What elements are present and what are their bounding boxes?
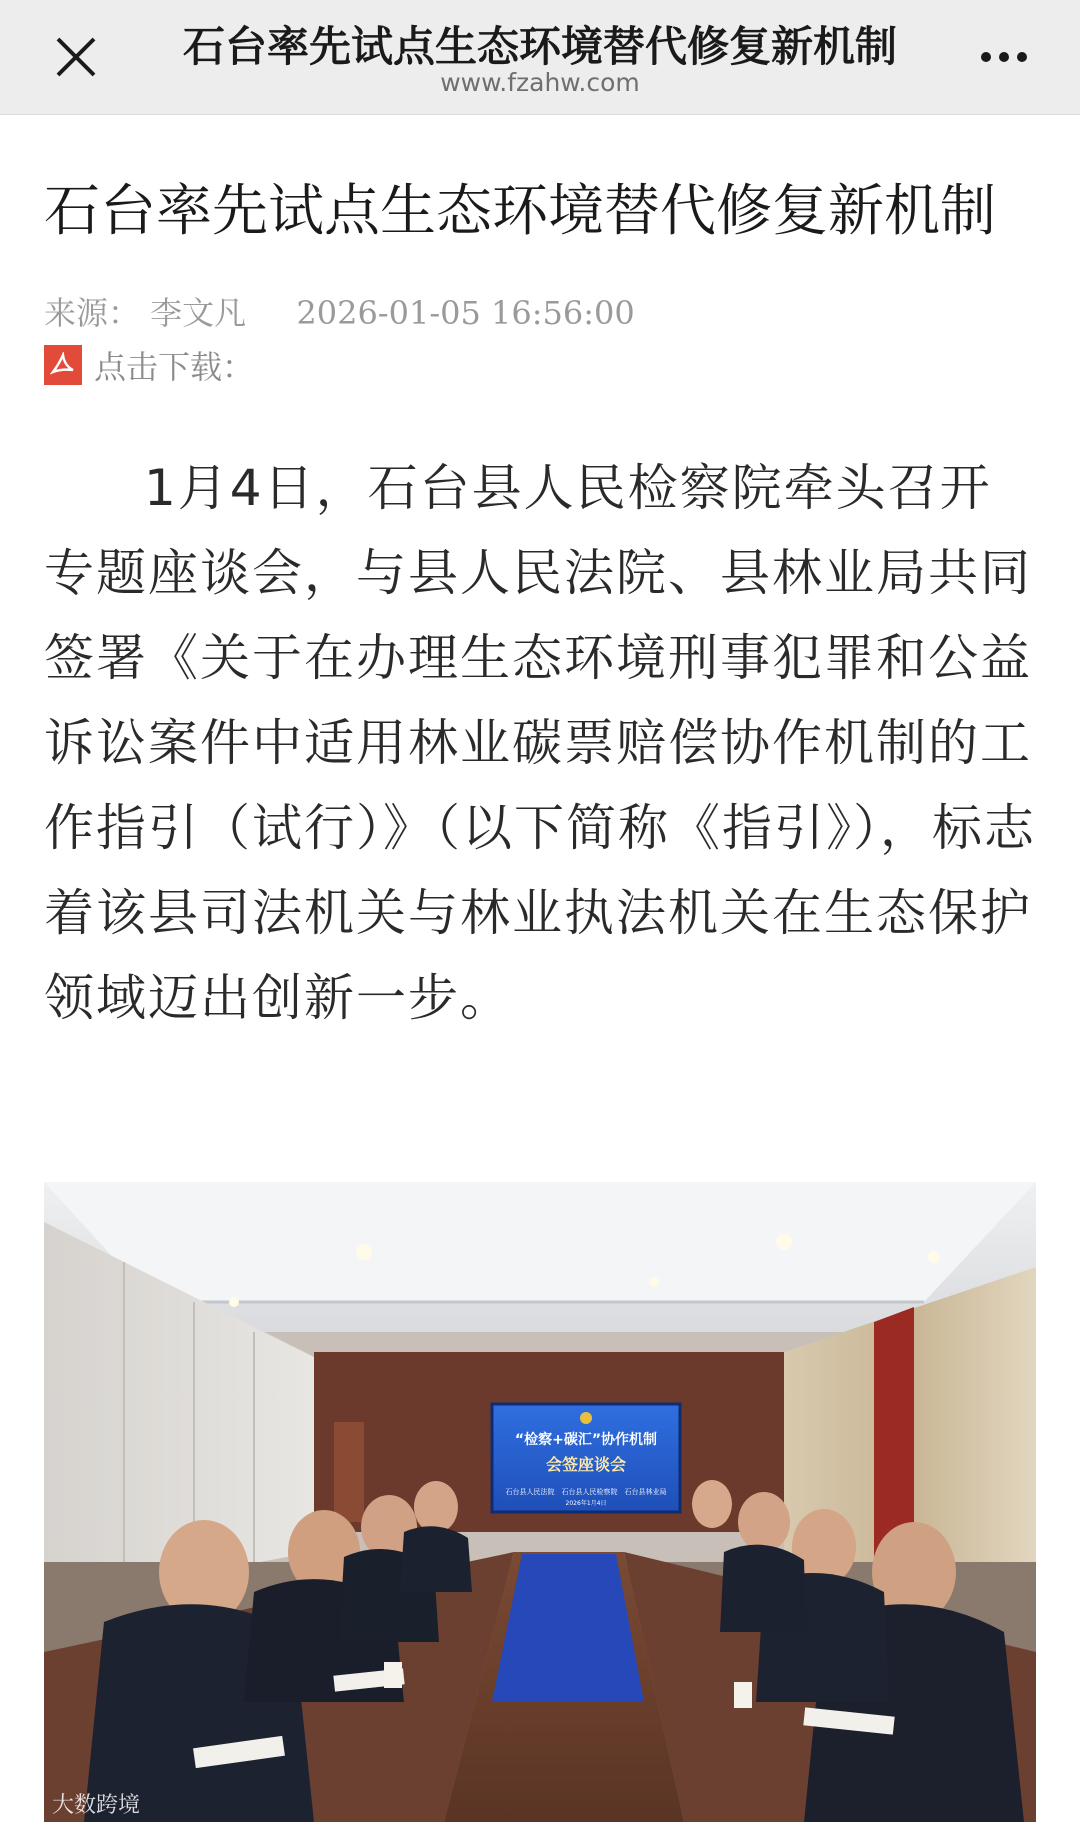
topbar-title: 石台率先试点生态环境替代修复新机制: [182, 22, 897, 71]
screen-date: 2026年1月4日: [565, 1500, 607, 1507]
more-button[interactable]: [968, 24, 1040, 90]
topbar-url: www.fzahw.com: [440, 68, 640, 97]
article-meta: [44, 288, 635, 334]
article-source: 来源： 李文凡: [44, 294, 247, 332]
close-button[interactable]: [40, 24, 112, 90]
meeting-photo: [44, 1182, 1036, 1822]
download-link[interactable]: [44, 342, 254, 388]
article-date: 2026-01-05 16:56:00: [296, 294, 635, 332]
close-icon: [54, 35, 98, 79]
top-bar: [0, 0, 1080, 115]
more-icon: [980, 51, 1028, 63]
screen-heading-line2: 会签座谈会: [545, 1455, 627, 1474]
screen-heading-line1: “检察+碳汇”协作机制: [514, 1432, 658, 1448]
article-body: 1月4日，石台县人民检察院牵头召开专题座谈会，与县人民法院、县林业局共同签署《关于在办理生态环境刑事犯罪和公益诉讼案件中适用林业碳票赔偿协作机制的工作指引（试行）》（以下简称《指引》），标志着该县司法机关与林业执法机关在生态保护领域迈出创新一步。: [44, 459, 1036, 1027]
pdf-icon: [44, 345, 82, 385]
screen-organizations: 石台县人民法院 石台县人民检察院 石台县林业局: [505, 1488, 667, 1496]
article-title: 石台率先试点生态环境替代修复新机制: [44, 179, 996, 244]
photo-watermark: 大数跨境: [52, 1793, 141, 1818]
download-label: 点击下载：: [94, 348, 255, 386]
